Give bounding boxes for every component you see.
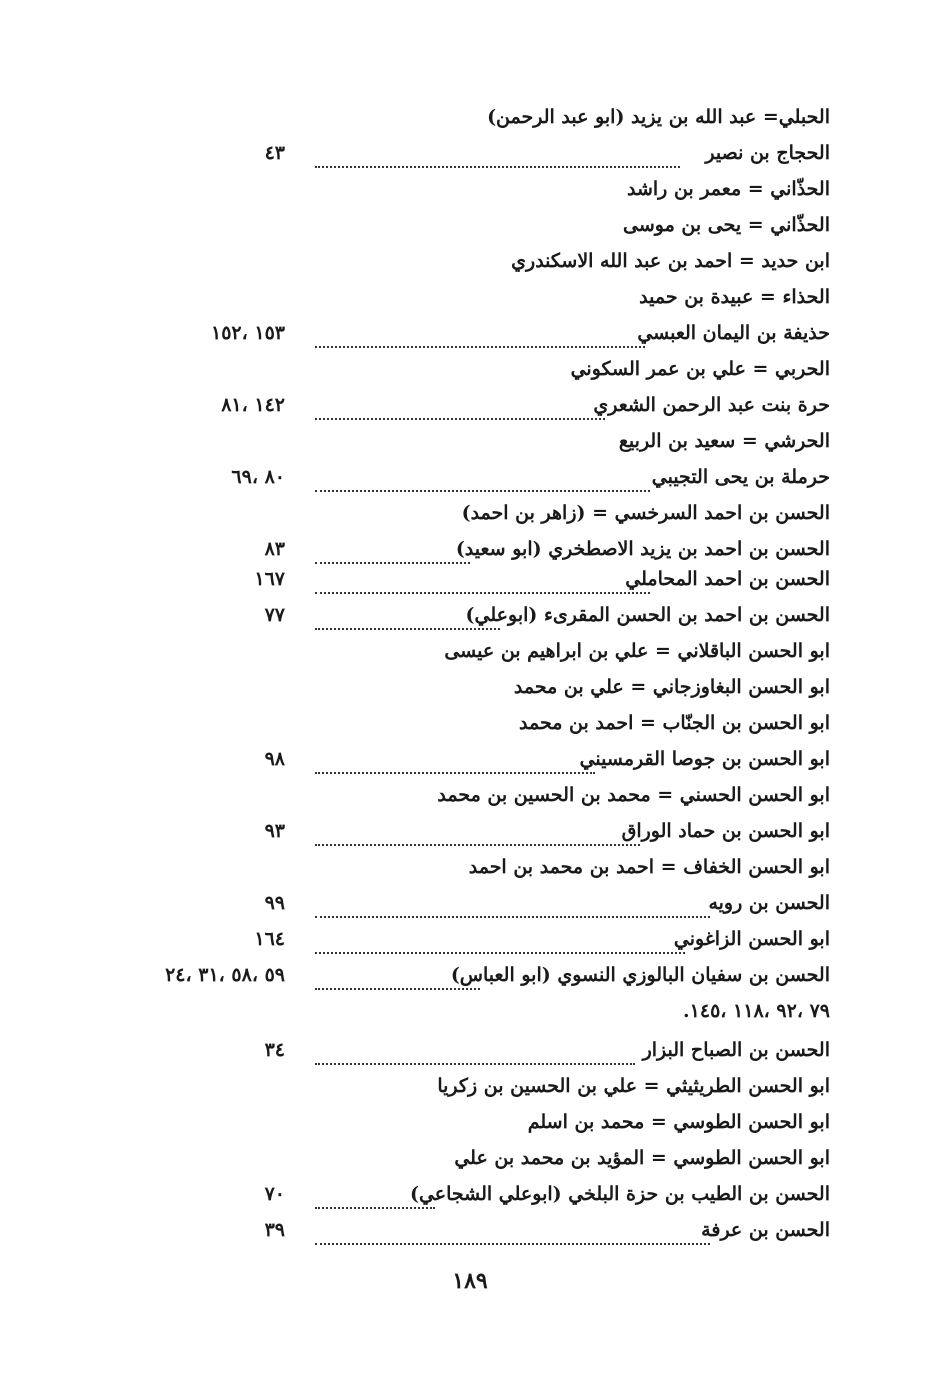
index-entry bbox=[0, 958, 940, 992]
index-entry bbox=[0, 388, 940, 422]
index-entry bbox=[0, 562, 940, 596]
index-entry bbox=[0, 598, 940, 632]
entry-name: ابو الحسن بن الجنّاب = احمد بن محمد bbox=[519, 712, 830, 734]
dot-leader bbox=[315, 886, 710, 918]
dot-leader bbox=[315, 814, 640, 846]
index-entry bbox=[0, 922, 940, 956]
index-entry bbox=[0, 496, 940, 530]
dot-leader bbox=[315, 532, 470, 564]
dot-leader bbox=[315, 316, 645, 348]
index-entry bbox=[0, 1141, 940, 1175]
entry-pages: ٧٧ bbox=[264, 604, 285, 626]
index-entry bbox=[0, 100, 940, 134]
entry-name: الحسن بن احمد السرخسي = (زاهر بن احمد) bbox=[461, 502, 830, 524]
index-entry bbox=[0, 136, 940, 170]
dot-leader bbox=[315, 136, 680, 168]
index-entry bbox=[0, 208, 940, 242]
index-entry bbox=[0, 424, 940, 458]
entry-name: حرة بنت عبد الرحمن الشعري bbox=[593, 394, 830, 416]
entry-name: الحسن بن رويه bbox=[708, 892, 830, 914]
index-entry bbox=[0, 814, 940, 848]
entry-name: الحسن بن سفيان البالوزي النسوي (ابو العباس) bbox=[450, 964, 830, 986]
index-entry bbox=[0, 352, 940, 386]
index-entry bbox=[0, 778, 940, 812]
entry-pages: ١٤٢ ،٨١ bbox=[221, 394, 285, 416]
index-entry bbox=[0, 532, 940, 566]
index-entry bbox=[0, 1033, 940, 1067]
dot-leader bbox=[315, 742, 595, 774]
entry-pages: ٥٩ ،٥٨ ،٣١ ،٢٤ bbox=[165, 964, 285, 986]
entry-pages: ٨٠ ،٦٩ bbox=[231, 466, 285, 488]
dot-leader bbox=[315, 562, 650, 594]
index-entry bbox=[0, 634, 940, 668]
index-entry bbox=[0, 316, 940, 350]
entry-name: الحذاء = عبيدة بن حميد bbox=[639, 286, 830, 308]
entry-name: الحرشي = سعيد بن الربيع bbox=[618, 430, 830, 452]
dot-leader bbox=[315, 922, 685, 954]
index-entry bbox=[0, 1177, 940, 1211]
index-entry bbox=[0, 742, 940, 776]
index-entry bbox=[0, 706, 940, 740]
entry-name: الحذّاني = يحى بن موسى bbox=[623, 214, 830, 236]
page-list-continuation: ٧٩ ،٩٢ ،١١٨ ،١٤٥. bbox=[683, 1000, 830, 1022]
entry-pages: ٩٩ bbox=[264, 892, 285, 914]
page-number: ١٨٩ bbox=[452, 1268, 488, 1294]
index-entry bbox=[0, 460, 940, 494]
index-entry bbox=[0, 280, 940, 314]
index-entry bbox=[0, 1069, 940, 1103]
entry-name: ابو الحسن البغاوزجاني = علي بن محمد bbox=[513, 676, 830, 698]
entry-name: ابو الحسن الطوسي = المؤيد بن محمد بن علي bbox=[454, 1147, 830, 1169]
index-entry bbox=[0, 244, 940, 278]
entry-pages: ٩٨ bbox=[264, 748, 285, 770]
entry-name: ابو الحسن الطريثيثي = علي بن الحسين بن زكريا bbox=[437, 1075, 830, 1097]
entry-pages: ٩٣ bbox=[264, 820, 285, 842]
entry-name: الحسن بن عرفة bbox=[701, 1219, 830, 1241]
entry-name: الحذّاني = معمر بن راشد bbox=[627, 178, 830, 200]
dot-leader bbox=[315, 1213, 710, 1245]
entry-name: الحربي = علي بن عمر السكوني bbox=[570, 358, 830, 380]
entry-pages: ٧٠ bbox=[264, 1183, 285, 1205]
entry-name: ابو الحسن الطوسي = محمد بن اسلم bbox=[527, 1111, 830, 1133]
entry-name: ابو الحسن الخفاف = احمد بن محمد بن احمد bbox=[468, 856, 830, 878]
dot-leader bbox=[315, 460, 650, 492]
entry-name: الحبلي= عبد الله بن يزيد (ابو عبد الرحمن) bbox=[487, 106, 830, 128]
dot-leader bbox=[315, 958, 480, 990]
dot-leader bbox=[315, 388, 605, 420]
dot-leader bbox=[315, 1177, 435, 1209]
dot-leader bbox=[315, 1033, 635, 1065]
index-entry bbox=[0, 670, 940, 704]
entry-name: ابو الحسن الحسني = محمد بن الحسين بن محمد bbox=[437, 784, 830, 806]
entry-name: الحسن بن احمد المحاملي bbox=[625, 568, 830, 590]
entry-pages: ٨٣ bbox=[264, 538, 285, 560]
entry-name: الحسن بن الطيب بن حزة البلخي (ابوعلي الشجاعي) bbox=[409, 1183, 830, 1205]
dot-leader bbox=[315, 598, 500, 630]
entry-name: ابو الحسن بن حماد الوراق bbox=[621, 820, 830, 842]
entry-name: الحجاج بن نصير bbox=[705, 142, 830, 164]
entry-name: ابو الحسن بن جوصا القرمسيني bbox=[579, 748, 830, 770]
index-entry bbox=[0, 172, 940, 206]
entry-pages: ٤٣ bbox=[264, 142, 285, 164]
entry-pages: ١٦٧ bbox=[254, 568, 285, 590]
index-entry bbox=[0, 886, 940, 920]
entry-name: ابن حديد = احمد بن عبد الله الاسكندري bbox=[511, 250, 830, 272]
entry-name: الحسن بن الصباح البزار bbox=[642, 1039, 830, 1061]
entry-pages: ٣٩ bbox=[264, 1219, 285, 1241]
index-entry bbox=[0, 1213, 940, 1247]
index-entry bbox=[0, 1105, 940, 1139]
entry-pages: ١٥٣ ،١٥٢ bbox=[211, 322, 285, 344]
entry-name: ابو الحسن الزاغوني bbox=[673, 928, 830, 950]
entry-pages: ١٦٤ bbox=[254, 928, 285, 950]
entry-name: حرملة بن يحى التجيبي bbox=[651, 466, 830, 488]
entry-name: حذيفة بن اليمان العبسي bbox=[637, 322, 830, 344]
entry-name: ابو الحسن الباقلاني = علي بن ابراهيم بن عيسى bbox=[444, 640, 830, 662]
entry-pages: ٣٤ bbox=[264, 1039, 285, 1061]
entry-name: الحسن بن احمد بن الحسن المقرىء (ابوعلي) bbox=[465, 604, 830, 626]
entry-name: الحسن بن احمد بن يزيد الاصطخري (ابو سعيد) bbox=[455, 538, 830, 560]
index-entry bbox=[0, 850, 940, 884]
